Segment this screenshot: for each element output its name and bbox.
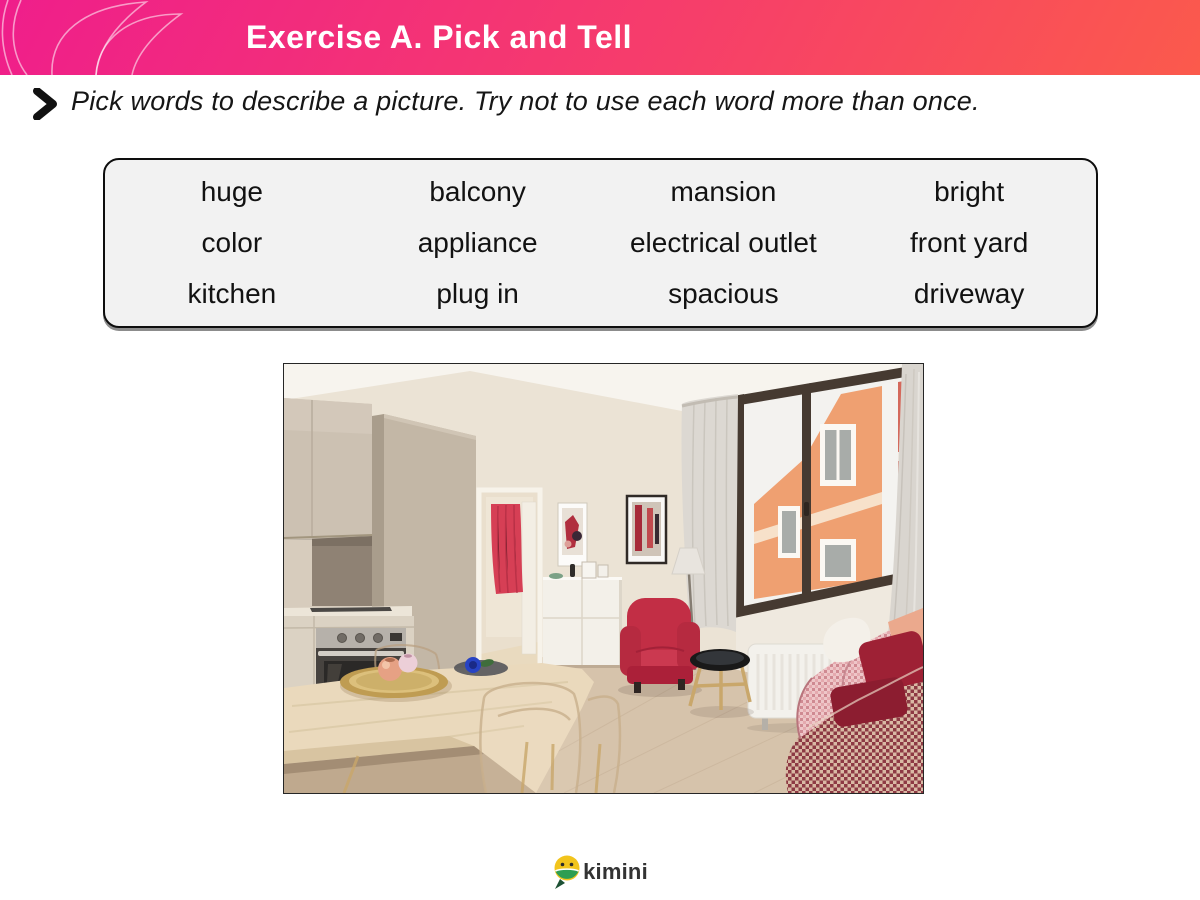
upper-cabinets [284,398,372,540]
word-bank [103,158,1098,328]
word-spacious: spacious [668,278,779,310]
instruction-row [33,86,980,120]
sideboard [543,562,622,668]
word-bright: bright [934,175,1005,207]
word-driveway: driveway [913,278,1025,310]
word-plug-in: plug in [436,278,519,310]
wall-art-large [627,496,666,563]
arrow-bullet-icon [33,88,59,120]
red-armchair [618,598,702,697]
word-color: color [201,226,263,258]
footer-brand [0,853,1200,891]
header-bar [0,0,1200,75]
word-mansion: mansion [670,175,777,207]
window-handle [804,502,809,516]
word-front-yard: front yard [909,226,1029,258]
green-bowl [549,573,563,579]
word-balcony: balcony [429,175,526,207]
pink-vase [399,654,418,673]
photo-frame [582,562,596,578]
brand-swirl-icon [0,0,250,75]
peach-vase [378,657,402,681]
word-huge: huge [200,175,264,207]
page-title: Exercise A. Pick and Tell [246,19,633,55]
kimini-brand-text: kimini [583,859,648,884]
wall-art-small [558,503,587,566]
word-electrical-outlet: electrical outlet [629,226,817,258]
word-appliance: appliance [417,226,538,258]
word-kitchen: kitchen [187,278,277,310]
kimini-logo-icon [552,853,582,891]
instruction-text: Pick words to describe a picture. Try not to use each word more than once. [71,86,980,116]
apartment-photo [283,363,924,794]
doorway [479,490,540,672]
black-bottle [570,564,575,577]
